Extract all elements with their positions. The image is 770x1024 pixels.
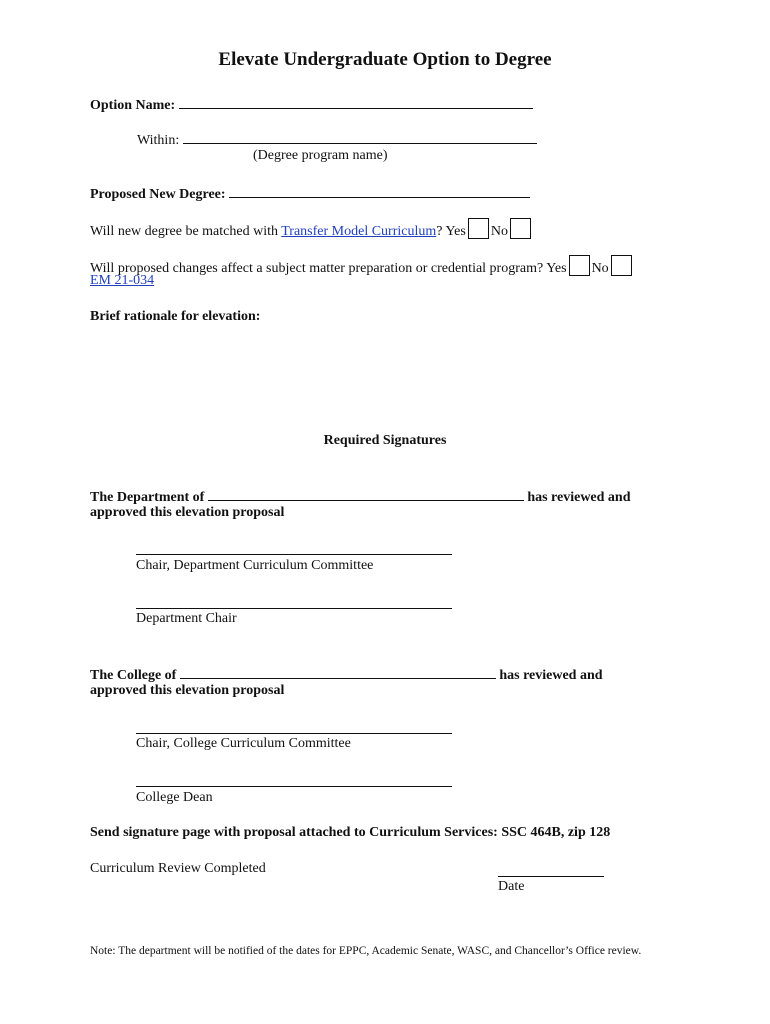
tmc-no-checkbox[interactable] bbox=[510, 218, 531, 239]
tmc-question bbox=[90, 218, 533, 240]
tmc-no-label: No bbox=[490, 224, 508, 239]
within-field[interactable] bbox=[183, 129, 537, 144]
college-name-field[interactable] bbox=[180, 664, 496, 679]
send-instructions: Send signature page with proposal attached to Curriculum Services: SSC 464B, zip 128 bbox=[90, 825, 611, 840]
department-name-field[interactable] bbox=[208, 486, 524, 501]
footer-note: Note: The department will be notified of the dates for EPPC, Academic Senate, WASC, and Chancellor’s Office review. bbox=[90, 945, 642, 957]
tmc-yes-checkbox[interactable] bbox=[468, 218, 489, 239]
em-21-034-link[interactable]: EM 21-034 bbox=[90, 273, 155, 288]
college-statement-line2: approved this elevation proposal bbox=[90, 683, 285, 698]
within-label: Within: bbox=[137, 133, 180, 148]
subject-yes-checkbox[interactable] bbox=[569, 255, 590, 276]
dept-committee-chair-signature-line[interactable] bbox=[136, 554, 452, 555]
tmc-question-suffix: ? bbox=[436, 224, 443, 239]
subject-yes-label: Yes bbox=[546, 261, 567, 276]
college-statement bbox=[90, 664, 603, 684]
department-prefix: The Department of bbox=[90, 490, 205, 505]
date-label: Date bbox=[498, 879, 525, 894]
signatures-heading: Required Signatures bbox=[323, 433, 447, 448]
department-statement-line2: approved this elevation proposal bbox=[90, 505, 285, 520]
department-chair-signature-line[interactable] bbox=[136, 608, 452, 609]
department-chair-label: Department Chair bbox=[136, 611, 237, 626]
degree-program-hint: (Degree program name) bbox=[253, 148, 388, 163]
proposed-degree-label: Proposed New Degree: bbox=[90, 187, 226, 202]
college-suffix: has reviewed and bbox=[499, 668, 603, 683]
tmc-yes-label: Yes bbox=[445, 224, 466, 239]
college-committee-chair-signature-line[interactable] bbox=[136, 733, 452, 734]
proposed-degree-field[interactable] bbox=[229, 183, 530, 198]
option-name-row bbox=[90, 94, 533, 114]
review-completed-label: Curriculum Review Completed bbox=[90, 861, 266, 876]
department-suffix: has reviewed and bbox=[527, 490, 631, 505]
college-committee-chair-label: Chair, College Curriculum Committee bbox=[136, 736, 351, 751]
transfer-model-curriculum-link[interactable]: Transfer Model Curriculum bbox=[281, 224, 437, 239]
college-dean-signature-line[interactable] bbox=[136, 786, 452, 787]
subject-question bbox=[90, 255, 634, 277]
page-title: Elevate Undergraduate Option to Degree bbox=[218, 49, 552, 70]
college-prefix: The College of bbox=[90, 668, 177, 683]
rationale-label: Brief rationale for elevation: bbox=[90, 309, 261, 324]
date-signature-line[interactable] bbox=[498, 876, 604, 877]
department-statement bbox=[90, 486, 631, 506]
subject-no-label: No bbox=[591, 261, 609, 276]
proposed-degree-row bbox=[90, 183, 530, 203]
college-dean-label: College Dean bbox=[136, 790, 213, 805]
option-name-label: Option Name: bbox=[90, 98, 176, 113]
tmc-question-prefix: Will new degree be matched with bbox=[90, 224, 282, 239]
option-name-field[interactable] bbox=[179, 94, 533, 109]
subject-question-text: Will proposed changes affect a subject matter preparation or credential program? bbox=[90, 261, 544, 276]
within-row bbox=[137, 129, 537, 149]
dept-committee-chair-label: Chair, Department Curriculum Committee bbox=[136, 558, 374, 573]
subject-no-checkbox[interactable] bbox=[611, 255, 632, 276]
